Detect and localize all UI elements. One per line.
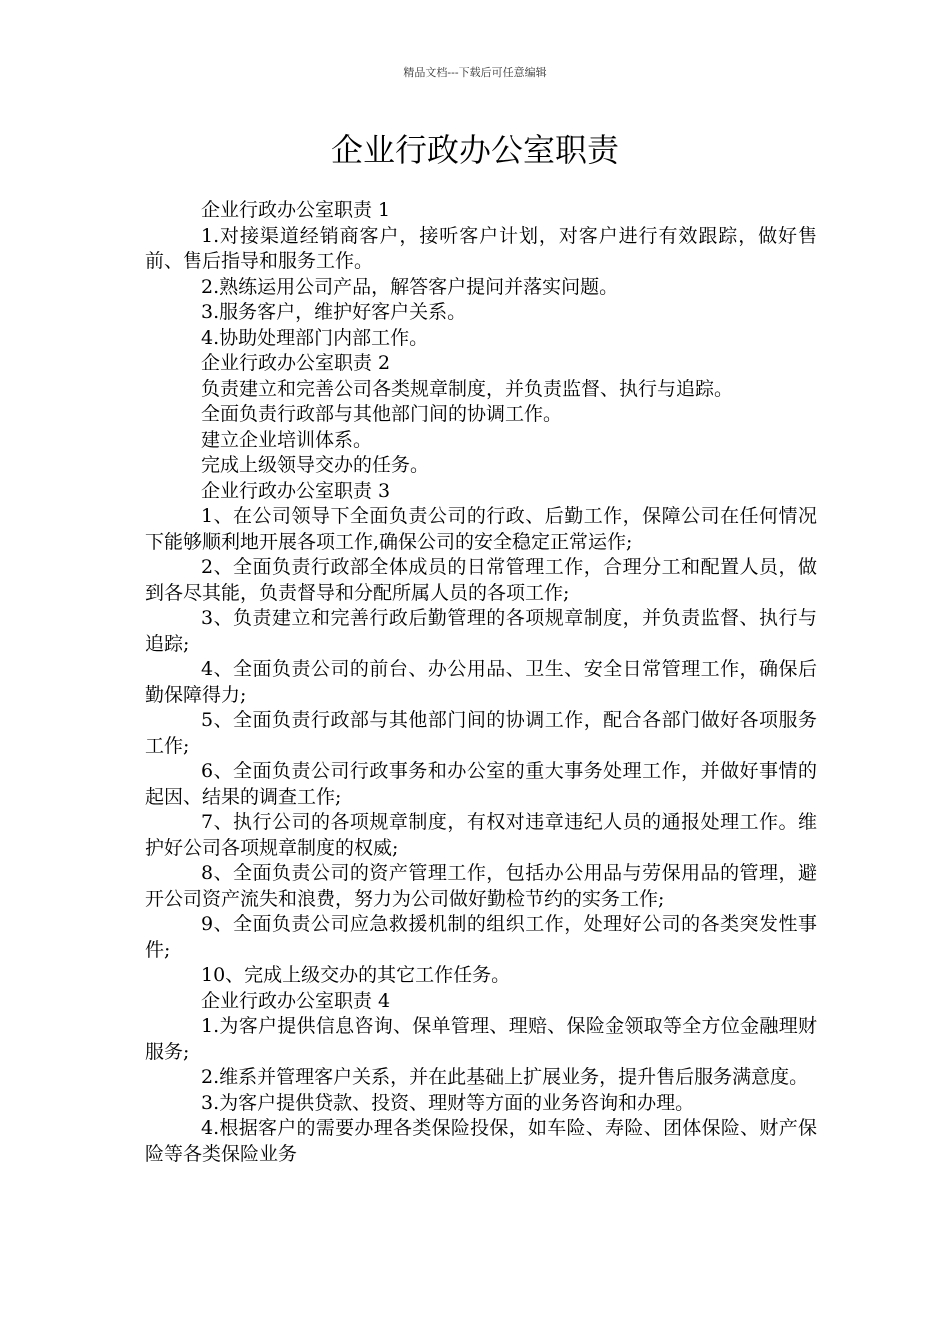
paragraph: 9、全面负责公司应急救援机制的组织工作，处理好公司的各类突发性事件; [145, 913, 817, 961]
document-title: 企业行政办公室职责 [330, 131, 619, 169]
paragraph: 4.根据客户的需要办理各类保险投保，如车险、寿险、团体保险、财产保险等各类保险业务 [145, 1117, 817, 1165]
paragraph: 1.对接渠道经销商客户，接听客户计划，对客户进行有效跟踪，做好售前、售后指导和服务工作。 [145, 224, 817, 272]
document-body [145, 198, 817, 1167]
paragraph: 3.服务客户，维护好客户关系。 [201, 301, 467, 323]
paragraph: 完成上级领导交办的任务。 [201, 454, 430, 476]
paragraph: 7、执行公司的各项规章制度，有权对违章违纪人员的通报处理工作。维护好公司各项规章制度的权威; [145, 811, 817, 859]
section-heading-2: 企业行政办公室职责 2 [201, 352, 391, 374]
paragraph: 10、完成上级交办的其它工作任务。 [201, 964, 511, 986]
paragraph: 1.为客户提供信息咨询、保单管理、理赔、保险金领取等全方位金融理财服务; [145, 1015, 817, 1063]
paragraph: 负责建立和完善公司各类规章制度，并负责监督、执行与追踪。 [201, 377, 734, 400]
paragraph: 3.为客户提供贷款、投资、理财等方面的业务咨询和办理。 [201, 1091, 695, 1114]
paragraph: 8、全面负责公司的资产管理工作，包括办公用品与劳保用品的管理，避开公司资产流失和浪费，努力为公司做好勤检节约的实务工作; [145, 862, 817, 910]
paragraph: 3、负责建立和完善行政后勤管理的各项规章制度，并负责监督、执行与追踪; [145, 607, 817, 655]
paragraph: 4、全面负责公司的前台、办公用品、卫生、安全日常管理工作，确保后勤保障得力; [145, 658, 817, 706]
paragraph: 2.熟练运用公司产品，解答客户提问并落实问题。 [201, 275, 619, 298]
section-heading-3: 企业行政办公室职责 3 [201, 479, 391, 502]
section-heading-1: 企业行政办公室职责 1 [201, 199, 391, 221]
paragraph: 1、在公司领导下全面负责公司的行政、后勤工作，保障公司在任何情况下能够顺利地开展各项工作,确保公司的安全稳定正常运作; [145, 505, 817, 553]
paragraph: 4.协助处理部门内部工作。 [201, 326, 429, 349]
paragraph: 2、全面负责行政部全体成员的日常管理工作，合理分工和配置人员，做到各尽其能，负责督导和分配所属人员的各项工作; [145, 556, 817, 604]
paragraph: 全面负责行政部与其他部门间的协调工作。 [201, 403, 563, 425]
header-watermark: 精品文档---下载后可任意编辑 [403, 66, 547, 79]
section-heading-4: 企业行政办公室职责 4 [201, 989, 391, 1012]
paragraph: 2.维系并管理客户关系，并在此基础上扩展业务，提升售后服务满意度。 [201, 1066, 809, 1088]
paragraph: 6、全面负责公司行政事务和办公室的重大事务处理工作，并做好事情的起因、结果的调查工作; [145, 760, 817, 808]
paragraph: 建立企业培训体系。 [201, 428, 373, 451]
paragraph: 5、全面负责行政部与其他部门间的协调工作，配合各部门做好各项服务工作; [145, 709, 817, 757]
